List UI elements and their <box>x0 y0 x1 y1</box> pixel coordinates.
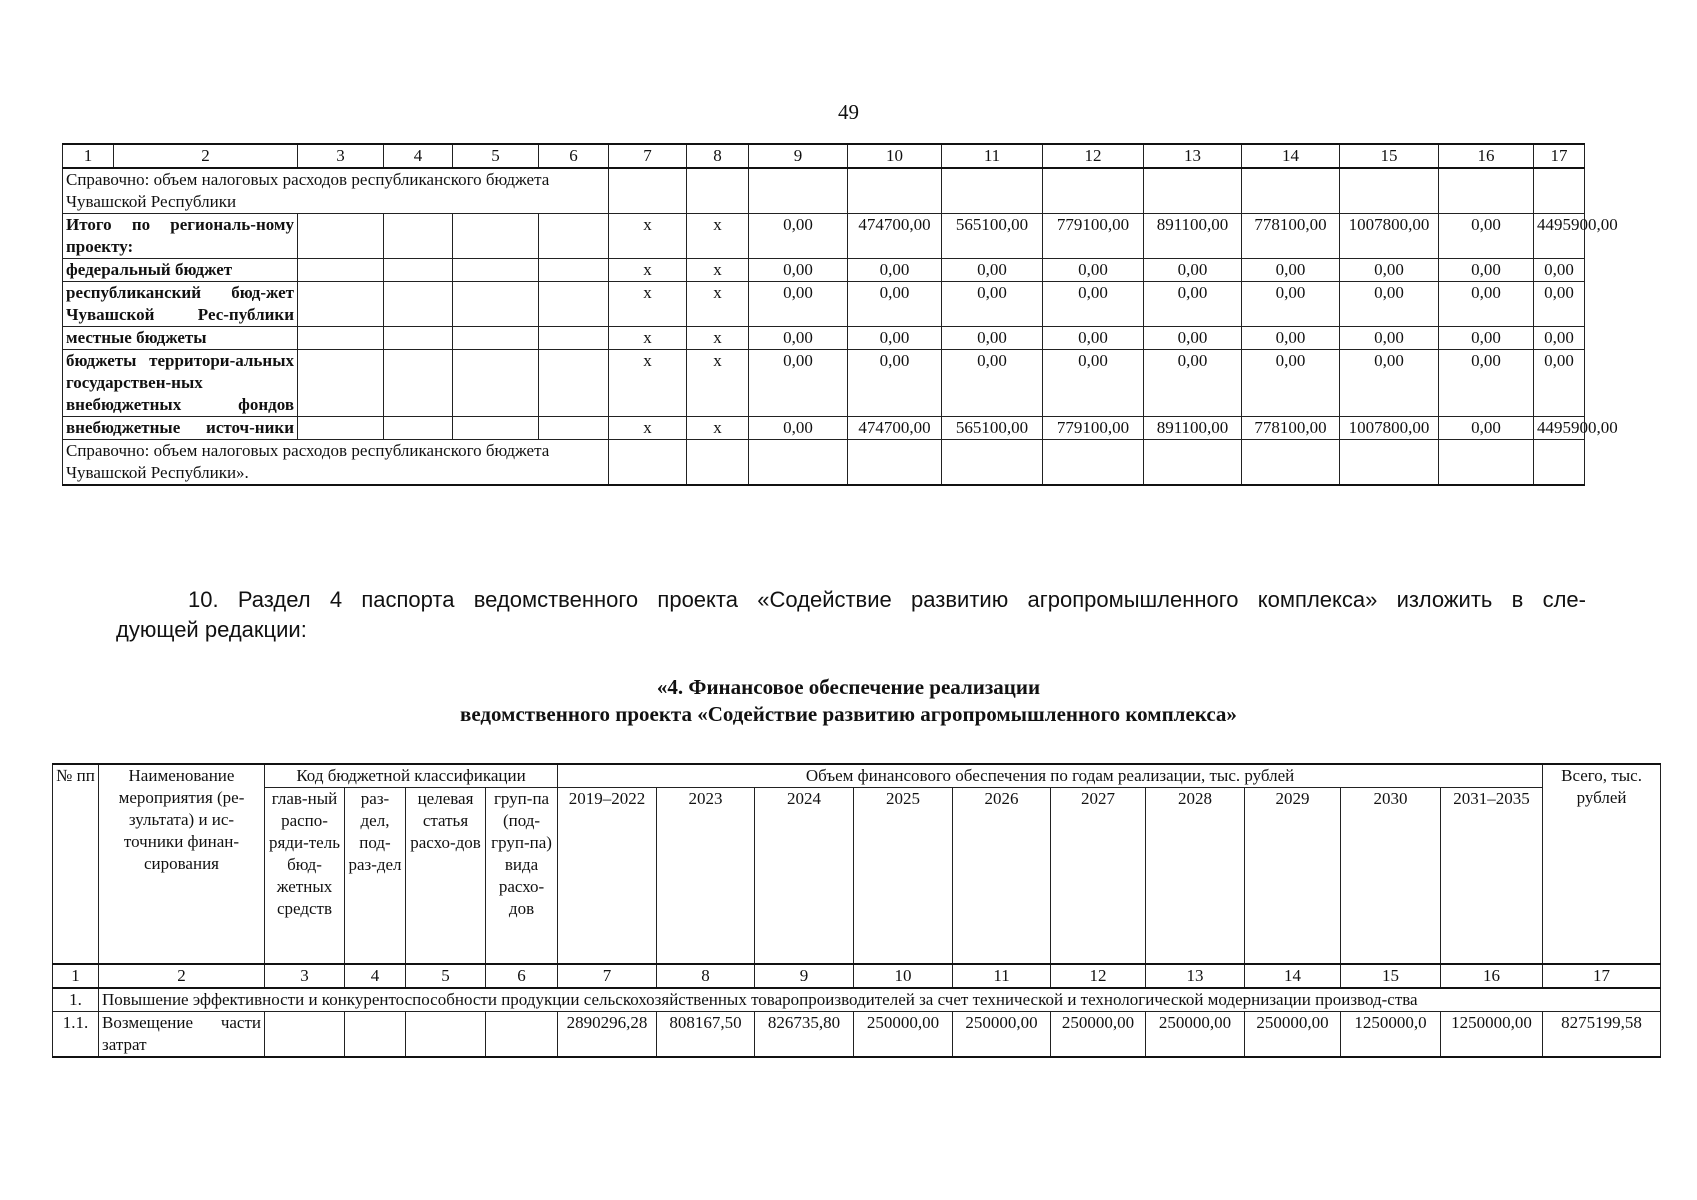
section-title: «4. Финансовое обеспечение реализации <box>656 675 1041 699</box>
cell-value: 565100,00 <box>942 214 1043 259</box>
cell-value: 0,00 <box>749 214 848 259</box>
cell-value: x <box>609 327 687 350</box>
cell-value: 0,00 <box>1340 259 1439 282</box>
cell-value: 0,00 <box>1242 282 1340 327</box>
cell-value: 0,00 <box>749 417 848 440</box>
table-row <box>63 327 1585 350</box>
cell-value: x <box>687 350 749 417</box>
cell-value: 0,00 <box>1043 282 1144 327</box>
col-number: 12 <box>1043 144 1144 168</box>
page-number: 49 <box>838 100 859 124</box>
cell-value: 4495900,00 <box>1534 417 1585 440</box>
table-column-numbers <box>63 144 1585 168</box>
cell-value: 891100,00 <box>1144 417 1242 440</box>
table-header-row <box>53 764 1661 788</box>
col-number: 6 <box>486 964 558 988</box>
table-financing <box>52 763 1661 1058</box>
row-text: Повышение эффективности и конкурентоспособности продукции сельскохозяйственных товаропроизводителей за счет технической и технологической модернизации производ-ства <box>99 988 1661 1012</box>
cell-value: 0,00 <box>1534 259 1585 282</box>
table-row <box>63 214 1585 259</box>
cell-value: 250000,00 <box>854 1011 953 1057</box>
row-number: 1.1. <box>53 1011 99 1057</box>
col-number: 4 <box>345 964 406 988</box>
col-number: 5 <box>406 964 486 988</box>
header-code-col: глав-ный распо-ряди-тель бюд-жетных средств <box>265 788 345 964</box>
cell-value: 474700,00 <box>848 214 942 259</box>
col-number: 6 <box>539 144 609 168</box>
cell-value: 0,00 <box>1144 350 1242 417</box>
col-number: 1 <box>63 144 114 168</box>
col-number: 8 <box>657 964 755 988</box>
table-row <box>63 350 1585 417</box>
row-label: внебюджетные источ-ники <box>63 417 298 440</box>
col-number: 13 <box>1146 964 1245 988</box>
cell-value: 779100,00 <box>1043 417 1144 440</box>
cell-value: 0,00 <box>848 282 942 327</box>
cell-value: x <box>609 214 687 259</box>
header-year: 2023 <box>657 788 755 964</box>
col-number: 4 <box>384 144 453 168</box>
cell-value: x <box>687 214 749 259</box>
cell-value: 0,00 <box>942 282 1043 327</box>
col-number: 1 <box>53 964 99 988</box>
table-row <box>53 1011 1661 1057</box>
cell-value: 0,00 <box>942 259 1043 282</box>
table-row <box>63 259 1585 282</box>
cell-value: 565100,00 <box>942 417 1043 440</box>
cell-value: 0,00 <box>1534 350 1585 417</box>
header-year: 2028 <box>1146 788 1245 964</box>
table-row <box>63 417 1585 440</box>
col-number: 5 <box>453 144 539 168</box>
cell-value: 0,00 <box>1144 259 1242 282</box>
col-number: 11 <box>953 964 1051 988</box>
paragraph-line: дующей редакции: <box>116 617 307 642</box>
cell-value: x <box>609 350 687 417</box>
cell-value: 0,00 <box>848 350 942 417</box>
row-label: Итого по региональ-ному проекту: <box>63 214 298 259</box>
table-row-note-top <box>63 168 1585 214</box>
cell-value: 0,00 <box>749 259 848 282</box>
cell-value: x <box>609 259 687 282</box>
cell-value: 1250000,00 <box>1441 1011 1543 1057</box>
cell-value: x <box>687 327 749 350</box>
cell-value: 0,00 <box>749 282 848 327</box>
cell-value: x <box>687 259 749 282</box>
cell-value: 0,00 <box>1439 350 1534 417</box>
cell-value: 0,00 <box>1144 282 1242 327</box>
cell-value: 1250000,0 <box>1341 1011 1441 1057</box>
header-year: 2029 <box>1245 788 1341 964</box>
col-number: 2 <box>99 964 265 988</box>
header-code-col: целевая статья расхо-дов <box>406 788 486 964</box>
table-header-row <box>53 788 1661 964</box>
header-name: Наименование мероприятия (ре-зультата) и ис-точники финан-сирования <box>99 764 265 964</box>
header-volume: Объем финансового обеспечения по годам реализации, тыс. рублей <box>558 764 1543 788</box>
note-text: Справочно: объем налоговых расходов республиканского бюджета Чувашской Республики <box>63 168 609 214</box>
col-number: 10 <box>854 964 953 988</box>
cell-value: 0,00 <box>1242 327 1340 350</box>
col-number: 2 <box>114 144 298 168</box>
cell-value: 891100,00 <box>1144 214 1242 259</box>
body-paragraph <box>116 585 1586 645</box>
header-year: 2031–2035 <box>1441 788 1543 964</box>
header-year: 2027 <box>1051 788 1146 964</box>
cell-value: 8275199,58 <box>1543 1011 1661 1057</box>
cell-value: 0,00 <box>1534 282 1585 327</box>
cell-value: 808167,50 <box>657 1011 755 1057</box>
cell-value: 0,00 <box>1439 259 1534 282</box>
row-number: 1. <box>53 988 99 1012</box>
cell-value: 4495900,00 <box>1534 214 1585 259</box>
cell-value: 0,00 <box>1534 327 1585 350</box>
col-number: 17 <box>1534 144 1585 168</box>
row-label: Возмещение части затрат <box>99 1011 265 1057</box>
header-year: 2030 <box>1341 788 1441 964</box>
cell-value: 0,00 <box>1340 350 1439 417</box>
table-row <box>63 282 1585 327</box>
row-label: местные бюджеты <box>63 327 298 350</box>
table-row-note-bottom <box>63 440 1585 486</box>
col-number: 14 <box>1242 144 1340 168</box>
col-number: 9 <box>755 964 854 988</box>
cell-value: 0,00 <box>1043 259 1144 282</box>
paragraph-line: 10. Раздел 4 паспорта ведомственного проекта «Содействие развитию агропромышленного комплекса» изложить в сле- <box>188 587 1586 612</box>
cell-value: 250000,00 <box>1146 1011 1245 1057</box>
cell-value: 250000,00 <box>1245 1011 1341 1057</box>
header-year: 2024 <box>755 788 854 964</box>
cell-value: 0,00 <box>1340 282 1439 327</box>
section-title: ведомственного проекта «Содействие развитию агропромышленного комплекса» <box>460 702 1237 726</box>
cell-value: 778100,00 <box>1242 417 1340 440</box>
cell-value: x <box>687 417 749 440</box>
col-number: 17 <box>1543 964 1661 988</box>
cell-value: 826735,80 <box>755 1011 854 1057</box>
cell-value: 778100,00 <box>1242 214 1340 259</box>
header-no: № пп <box>53 764 99 964</box>
cell-value: 250000,00 <box>953 1011 1051 1057</box>
cell-value: x <box>687 282 749 327</box>
table-row <box>53 988 1661 1012</box>
col-number: 13 <box>1144 144 1242 168</box>
cell-value: 0,00 <box>1340 327 1439 350</box>
row-label: республиканский бюд-жет Чувашской Рес-публики <box>63 282 298 327</box>
cell-value: 0,00 <box>749 350 848 417</box>
cell-value: x <box>609 282 687 327</box>
header-code-col: раз-дел, под-раз-дел <box>345 788 406 964</box>
header-code-col: груп-па (под-груп-па) вида расхо-дов <box>486 788 558 964</box>
header-year: 2019–2022 <box>558 788 657 964</box>
cell-value: 0,00 <box>1439 214 1534 259</box>
cell-value: 0,00 <box>1242 350 1340 417</box>
cell-value: 0,00 <box>1043 327 1144 350</box>
header-year: 2025 <box>854 788 953 964</box>
note-text: Справочно: объем налоговых расходов республиканского бюджета Чувашской Республики». <box>63 440 609 486</box>
table-column-numbers <box>53 964 1661 988</box>
cell-value: 0,00 <box>1439 417 1534 440</box>
header-budget-code: Код бюджетной классификации <box>265 764 558 788</box>
cell-value: 0,00 <box>848 327 942 350</box>
cell-value: 0,00 <box>1144 327 1242 350</box>
cell-value: 2890296,28 <box>558 1011 657 1057</box>
col-number: 16 <box>1439 144 1534 168</box>
col-number: 3 <box>265 964 345 988</box>
col-number: 9 <box>749 144 848 168</box>
cell-value: 0,00 <box>1439 327 1534 350</box>
cell-value: 0,00 <box>1439 282 1534 327</box>
cell-value: 1007800,00 <box>1340 417 1439 440</box>
col-number: 14 <box>1245 964 1341 988</box>
row-label: бюджеты территори-альных государствен-ных внебюджетных фондов <box>63 350 298 417</box>
cell-value: 474700,00 <box>848 417 942 440</box>
cell-value: 1007800,00 <box>1340 214 1439 259</box>
cell-value: 0,00 <box>1242 259 1340 282</box>
col-number: 3 <box>298 144 384 168</box>
cell-value: 0,00 <box>1043 350 1144 417</box>
col-number: 16 <box>1441 964 1543 988</box>
cell-value: 0,00 <box>749 327 848 350</box>
cell-value: 779100,00 <box>1043 214 1144 259</box>
cell-value: 0,00 <box>848 259 942 282</box>
cell-value: x <box>609 417 687 440</box>
col-number: 8 <box>687 144 749 168</box>
cell-value: 250000,00 <box>1051 1011 1146 1057</box>
col-number: 15 <box>1340 144 1439 168</box>
header-year: 2026 <box>953 788 1051 964</box>
header-total: Всего, тыс. рублей <box>1543 764 1661 964</box>
table-regional-project-summary <box>62 143 1618 486</box>
col-number: 7 <box>558 964 657 988</box>
col-number: 15 <box>1341 964 1441 988</box>
cell-value: 0,00 <box>942 327 1043 350</box>
col-number: 11 <box>942 144 1043 168</box>
col-number: 12 <box>1051 964 1146 988</box>
col-number: 7 <box>609 144 687 168</box>
row-label: федеральный бюджет <box>63 259 298 282</box>
cell-value: 0,00 <box>942 350 1043 417</box>
col-number: 10 <box>848 144 942 168</box>
